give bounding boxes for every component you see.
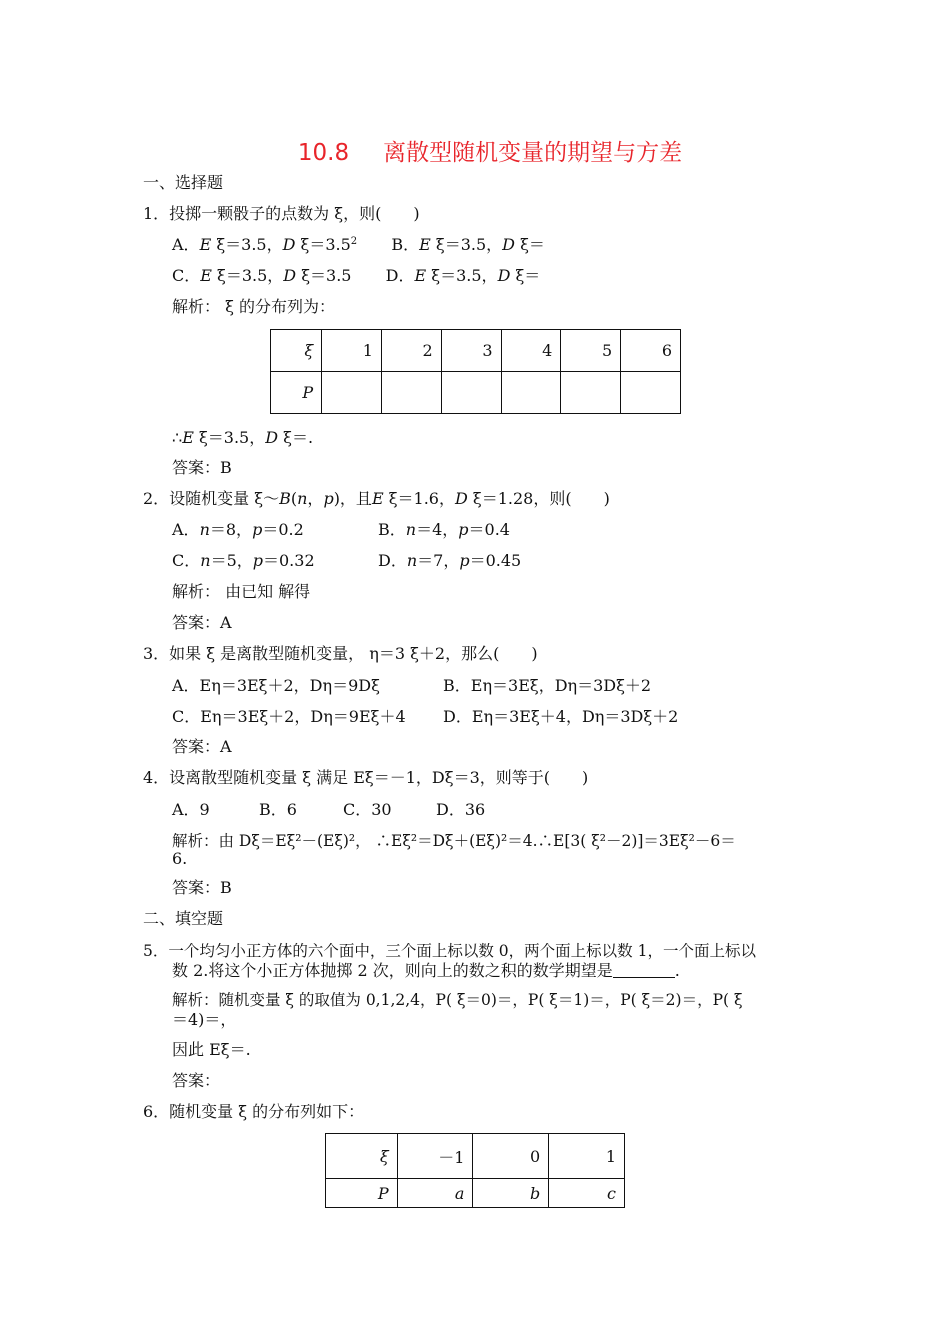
question-5-stem-line-2: 数 2.将这个小正方体抛掷 2 次，则向上的数之积的数学期望是 . (172, 961, 680, 980)
distribution-table-1 (270, 329, 681, 414)
question-5-analysis-line-2: ＝4)＝， (172, 1010, 237, 1029)
table-header-xi: ξ (271, 330, 322, 372)
question-1-stem: 1．投掷一颗骰子的点数为 ξ，则( ) (143, 204, 420, 223)
table-cell (501, 372, 561, 414)
question-1-options-cd: C．E ξ＝3.5，D ξ＝3.5 D．E ξ＝3.5，D ξ＝ (172, 266, 541, 285)
table-cell: 6 (621, 330, 681, 372)
question-4-option-d: D．36 (436, 800, 486, 819)
table-cell: 4 (501, 330, 561, 372)
table-header-xi: ξ (326, 1134, 398, 1179)
question-6-stem: 6．随机变量 ξ 的分布列如下： (143, 1102, 365, 1121)
title-text: 离散型随机变量的期望与方差 (383, 140, 683, 166)
table-cell (322, 372, 382, 414)
table-cell: c (549, 1179, 625, 1208)
question-5-stem-line-1: 5．一个均匀小正方体的六个面中，三个面上标以数 0，两个面上标以数 1，一个面上标以 (143, 942, 756, 960)
question-4-answer: 答案：B (172, 878, 232, 897)
title-number: 10.8 (297, 140, 350, 166)
distribution-table-2 (325, 1133, 625, 1208)
table-row (271, 372, 681, 414)
question-2-option-d: D．n＝7，p＝0.45 (378, 551, 522, 570)
question-3-option-b: B．Eη＝3Eξ，Dη＝3Dξ＋2 (443, 676, 652, 695)
section-heading-choice: 一、选择题 (143, 173, 224, 192)
question-4-analysis-line-2: 6. (172, 849, 188, 868)
question-3-option-d: D．Eη＝3Eξ＋4，Dη＝3Dξ＋2 (443, 707, 679, 726)
question-5-analysis-line-3: 因此 Eξ＝. (172, 1040, 251, 1059)
table-cell: －1 (397, 1134, 473, 1179)
question-4-option-c: C．30 (343, 800, 392, 819)
question-4-stem: 4．设离散型随机变量 ξ 满足 Eξ＝－1，Dξ＝3，则等于( ) (143, 768, 589, 787)
question-2-answer: 答案：A (172, 613, 232, 632)
question-5-analysis-line-1: 解析：随机变量 ξ 的取值为 0,1,2,4，P( ξ＝0)＝，P( ξ＝1)＝，P( ξ＝2)＝，P( ξ (172, 991, 743, 1009)
question-2-option-c: C．n＝5，p＝0.32 (172, 551, 315, 570)
table-cell: 3 (441, 330, 501, 372)
table-cell: b (473, 1179, 549, 1208)
table-header-p: P (271, 372, 322, 414)
section-heading-fill: 二、填空题 (143, 909, 224, 928)
table-cell: 1 (322, 330, 382, 372)
question-1-options-ab: A．E ξ＝3.5，D $\xi=3.5^2$ B．E ξ＝3.5，D ξ＝ (172, 235, 545, 254)
table-cell (441, 372, 501, 414)
question-3-option-c: C．Eη＝3Eξ＋2，Dη＝9Eξ＋4 (172, 707, 406, 726)
page-title (0, 134, 950, 167)
table-cell (381, 372, 441, 414)
question-2-analysis: 解析： 由已知 解得 (172, 582, 311, 601)
question-5-answer: 答案： (172, 1071, 221, 1090)
table-cell: 2 (381, 330, 441, 372)
table-row (271, 330, 681, 372)
question-4-option-a: A．9 (172, 800, 210, 819)
table-cell: 5 (561, 330, 621, 372)
question-4-option-b: B．6 (259, 800, 297, 819)
question-2-option-b: B．n＝4，p＝0.4 (378, 520, 510, 539)
table-cell: 1 (549, 1134, 625, 1179)
table-row (326, 1134, 625, 1179)
table-cell (561, 372, 621, 414)
question-1-answer: 答案：B (172, 458, 232, 477)
question-3-stem: 3．如果 ξ 是离散型随机变量， η＝3 ξ＋2，那么( ) (143, 644, 538, 663)
question-2-option-a: A．n＝8，p＝0.2 (172, 520, 304, 539)
table-cell (621, 372, 681, 414)
table-cell: 0 (473, 1134, 549, 1179)
answer-blank[interactable] (613, 963, 675, 978)
question-1-analysis: 解析： ξ 的分布列为： (172, 297, 335, 316)
question-3-option-a: A．Eη＝3Eξ＋2，Dη＝9Dξ (172, 676, 380, 695)
question-4-analysis-line-1: 解析：由 Dξ＝Eξ²－(Eξ)²， ∴Eξ²＝Dξ＋(Eξ)²＝4.∴E[3( ξ²－2)]＝3Eξ²－6＝ (172, 832, 736, 850)
table-row (326, 1179, 625, 1208)
question-3-answer: 答案：A (172, 737, 232, 756)
table-header-p: P (326, 1179, 398, 1208)
table-cell: a (397, 1179, 473, 1208)
question-1-conclusion: ∴E ξ＝3.5，D ξ＝. (172, 428, 314, 447)
question-2-stem: 2．设随机变量 ξ～B(n，p)，且E ξ＝1.6，D ξ＝1.28，则( ) (143, 489, 610, 508)
